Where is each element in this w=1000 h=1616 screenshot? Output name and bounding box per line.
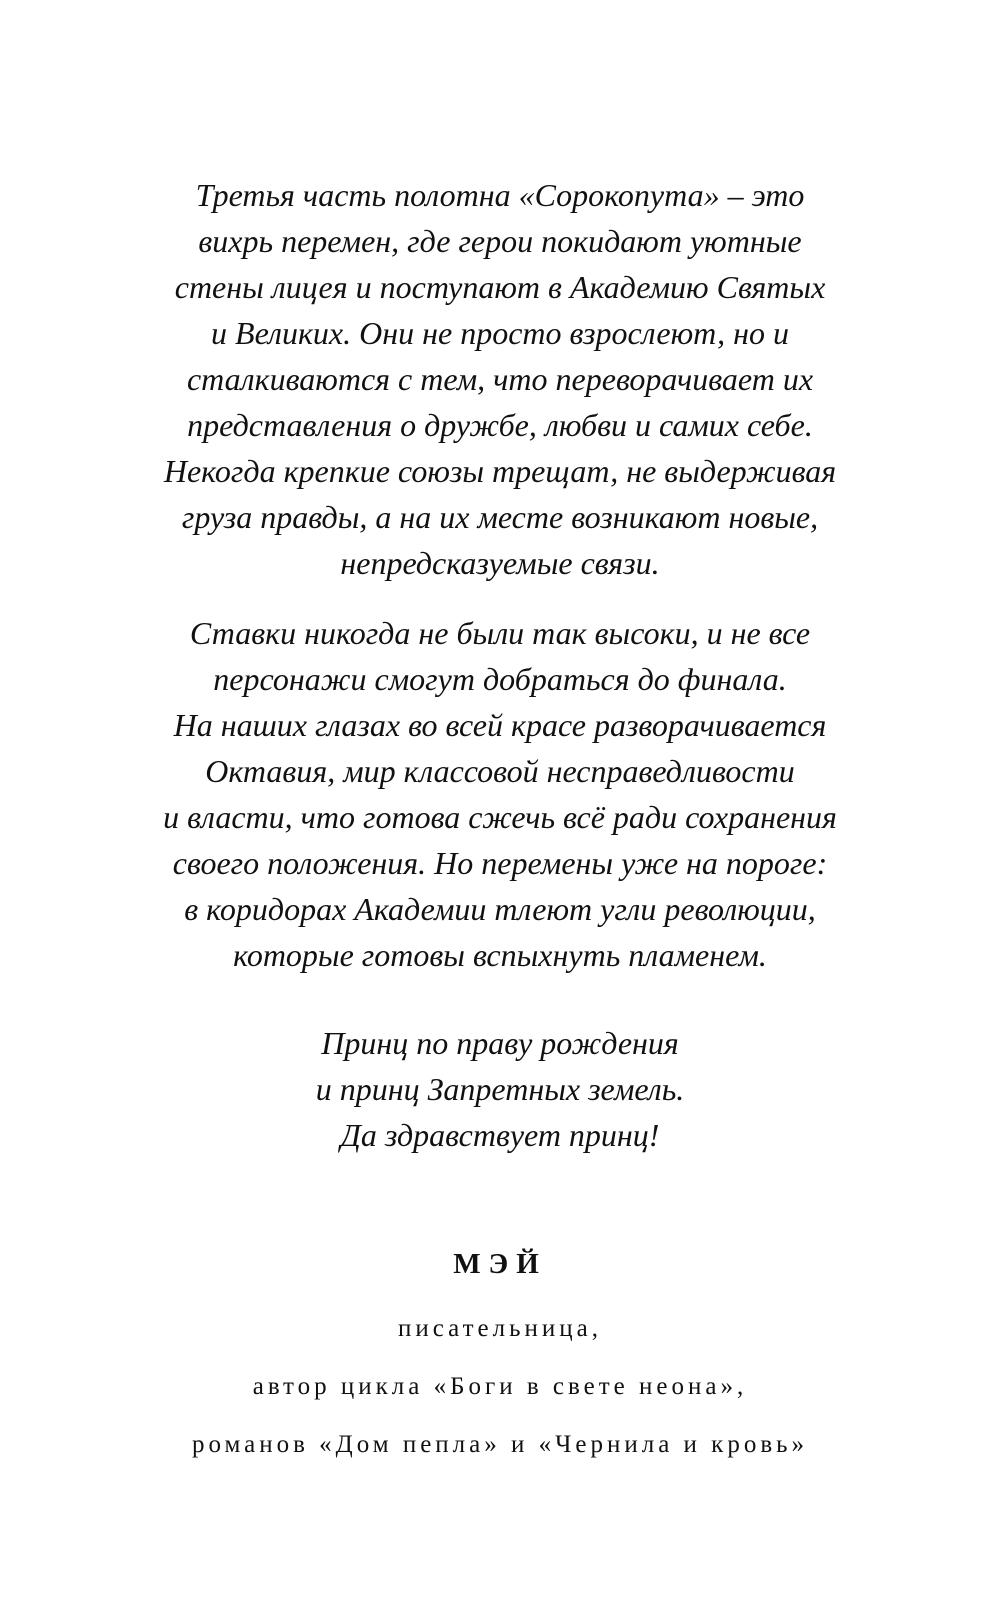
author-description-line: писательница, [398,1315,602,1342]
author-description [60,1300,940,1474]
text-line: которые готовы вспыхнуть пламенем. [233,937,767,973]
text-line: На наших глазах во всей красе разворачивается [173,707,827,743]
text-line: вихрь перемен, где герои покидают уютные [198,223,802,259]
text-line: Ставки никогда не были так высоки, и не все [189,615,811,651]
text-line: Принц по праву рождения [321,1025,679,1061]
text-line: и Великих. Они не просто взрослеют, но и [211,315,789,351]
text-line: Третья часть полотна «Сорокопута» – это [195,177,805,213]
text-line: своего положения. Но перемены уже на пороге: [172,845,828,881]
text-line: представления о дружбе, любви и самих себе. [187,407,813,443]
text-line: груза правды, а на их месте возникают новые, [181,499,819,535]
paragraph-intro [80,172,920,586]
text-line: Некогда крепкие союзы трещат, не выдерживая [163,453,837,489]
text-line: сталкиваются с тем, что переворачивает их [186,361,814,397]
paragraph-stakes [80,610,920,978]
paragraph-prince [80,1020,920,1158]
author-description-line: автор цикла «Боги в свете неона», [252,1373,748,1400]
text-line: и власти, что готова сжечь всё ради сохранения [163,799,837,835]
text-line: персонажи смогут добраться до финала. [213,661,787,697]
text-line: стены лицея и поступают в Академию Святых [174,269,826,305]
author-name: МЭЙ [453,1248,547,1280]
text-line: и принц Запретных земель. [315,1071,685,1107]
text-line: Октавия, мир классовой несправедливости [205,753,795,789]
author-description-line: романов «Дом пепла» и «Чернила и кровь» [191,1431,809,1458]
text-line: в коридорах Академии тлеют угли революции, [184,891,816,927]
text-line: Да здравствует принц! [340,1117,660,1153]
text-line: непредсказуемые связи. [340,545,660,581]
